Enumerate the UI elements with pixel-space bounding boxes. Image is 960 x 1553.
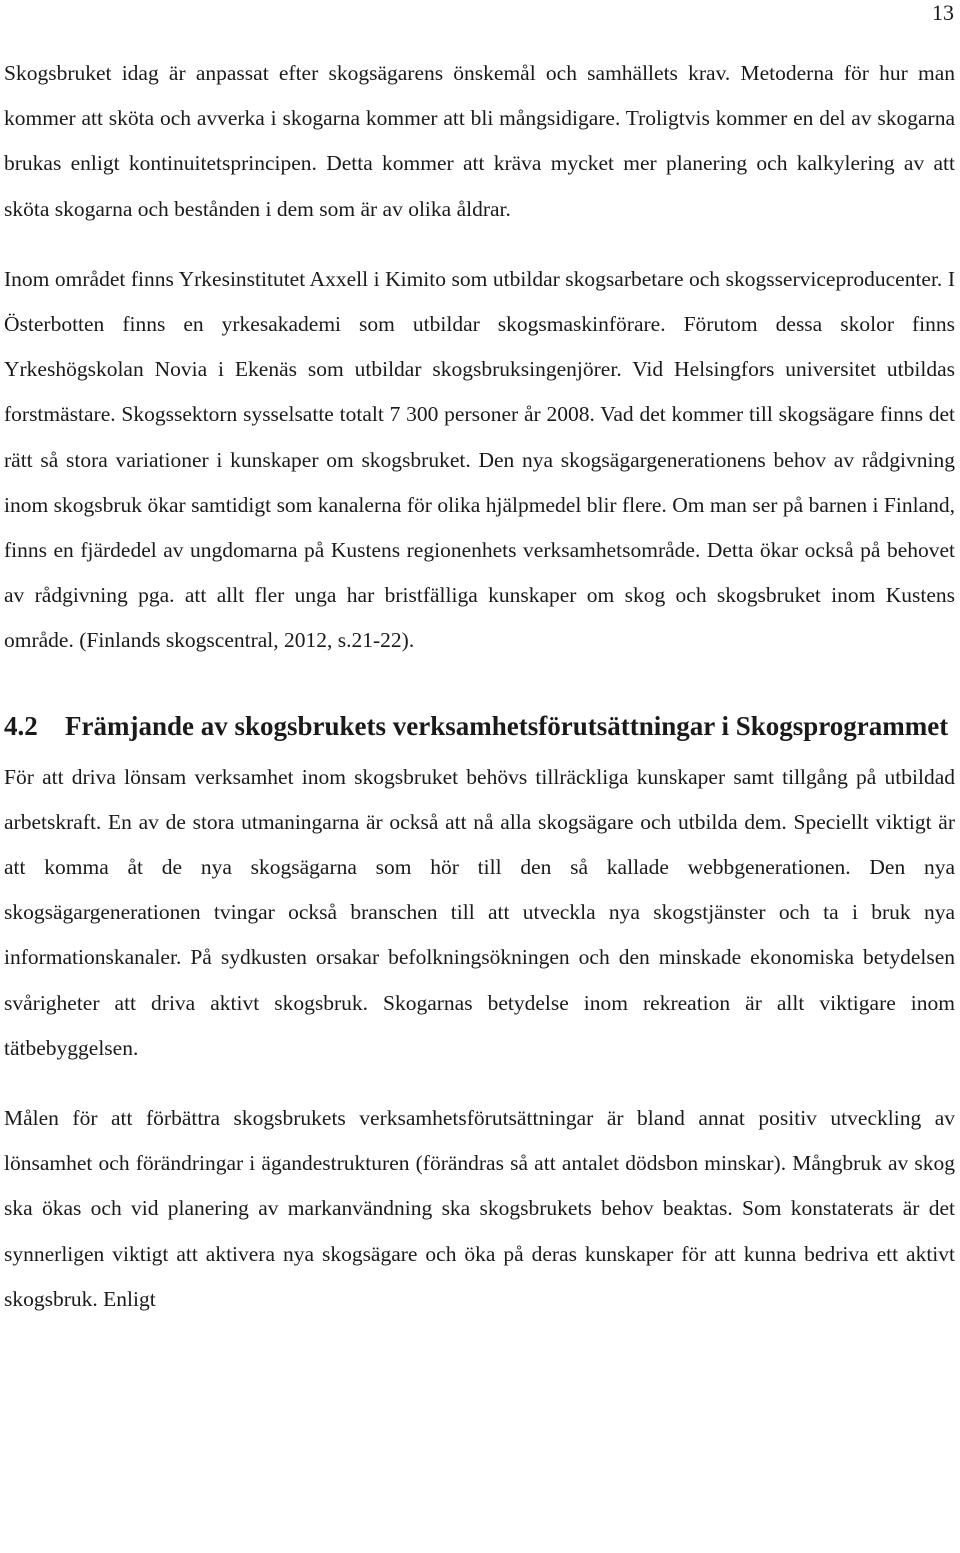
paragraph-forestry-today: Skogsbruket idag är anpassat efter skogsägarens önskemål och samhällets krav. Metoderna för hur man kommer att sköta och avverka i skogarna kommer att bli mångsidigare. Troligtvis kommer en del av skogarna brukas enligt kontinuitetsprincipen. Detta kommer att kräva mycket mer planering och kalkylering av att sköta skogarna och bestånden i dem som är av olika åldrar. [4, 61, 955, 221]
section-title: Främjande av skogsbrukets verksamhetsförutsättningar i Skogsprogrammet [65, 710, 949, 741]
paragraph-spacer [4, 232, 955, 257]
paragraph-education-region: Inom området finns Yrkesinstitutet Axxell i Kimito som utbildar skogsarbetare och skogsserviceproducenter. I Österbotten finns en yrkesakademi som utbildar skogsmaskinförare. Förutom dessa skolor finns Yrkeshögskolan Novia i Ekenäs som utbildar skogsbruksingenjörer. Vid Helsingfors universitet utbildas forstmästare. Skogssektorn sysselsatte totalt 7 300 personer år 2008. Vad det kommer till skogsägare finns det rätt så stora variationer i kunskaper om skogsbruket. Den nya skogsägargenerationens behov av rådgivning inom skogsbruk ökar samtidigt som kanalerna för olika hjälpmedel blir flere. Om man ser på barnen i Finland, finns en fjärdedel av ungdomarna på Kustens regionenhets verksamhetsområde. Detta ökar också på behovet av rådgivning pga. att allt fler unga har bristfälliga kunskaper om skog och skogsbruket inom Kustens område. (Finlands skogscentral, 2012, s.21-22). [4, 266, 955, 653]
document-body [4, 51, 955, 1322]
section-heading [4, 708, 955, 744]
page-number: 13 [932, 0, 954, 25]
paragraph-goals: Målen för att förbättra skogsbrukets verksamhetsförutsättningar är bland annat positiv utveckling av lönsamhet och förändringar i ägandestrukturen (förändras så att antalet dödsbon minskar). Mångbruk av skog ska ökas och vid planering av markanvändning ska skogsbrukets behov beaktas. Som konstaterats är det synnerligen viktigt att aktivera nya skogsägare och öka på deras kunskaper för att kunna bedriva ett aktivt skogsbruk. Enligt [4, 1106, 955, 1311]
paragraph-profitable-operations: För att driva lönsam verksamhet inom skogsbruket behövs tillräckliga kunskaper samt tillgång på utbildad arbetskraft. En av de stora utmaningarna är också att nå alla skogsägare och utbilda dem. Speciellt viktigt är att komma åt de nya skogsägarna som hör till den så kallade webbgenerationen. Den nya skogsägargenerationen tvingar också branschen till att utveckla nya skogstjänster och ta i bruk nya informationskanaler. På sydkusten orsakar befolkningsökningen och den minskade ekonomiska betydelsen svårigheter att driva aktivt skogsbruk. Skogarnas betydelse inom rekreation är allt viktigare inom tätbebyggelsen. [4, 764, 955, 1060]
paragraph-spacer [4, 1071, 955, 1096]
section-number: 4.2 [4, 710, 38, 741]
